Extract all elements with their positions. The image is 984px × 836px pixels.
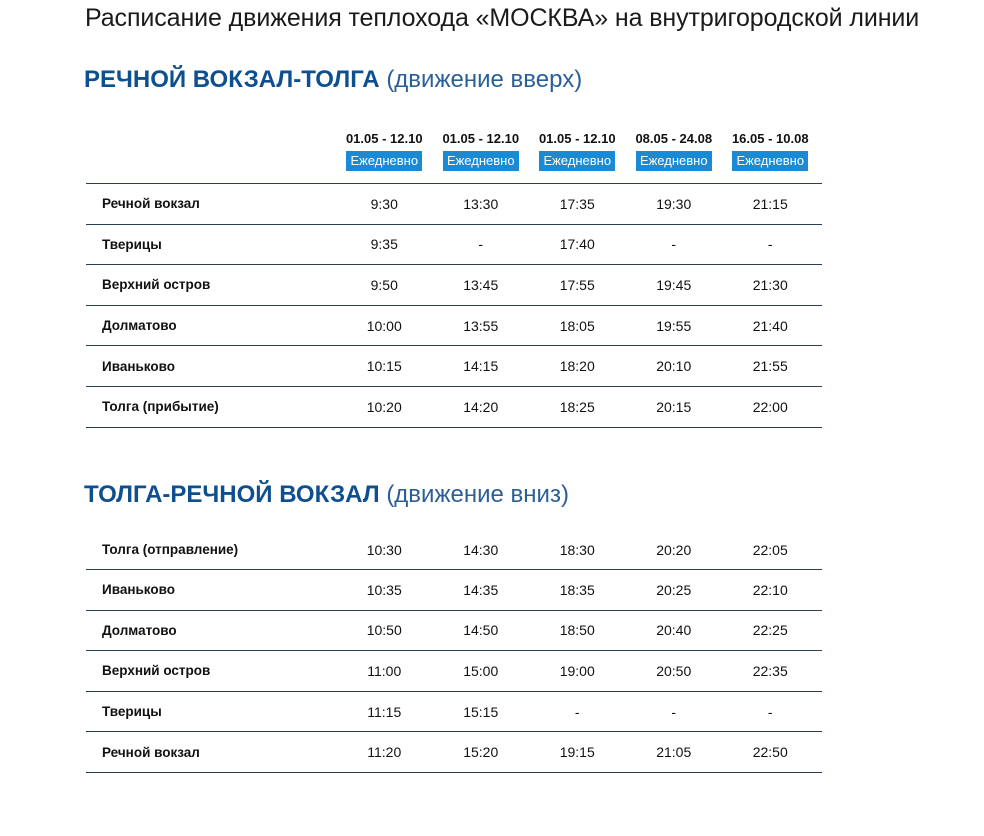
- header-column: [722, 124, 819, 183]
- departure-time: 18:20: [559, 358, 595, 375]
- schedule-table-downstream: [86, 530, 822, 773]
- departure-time: 19:55: [656, 317, 692, 334]
- table-row: [86, 306, 822, 347]
- departure-time: 10:20: [366, 398, 402, 415]
- departure-time: 9:30: [370, 195, 398, 212]
- header-stop-column: [86, 124, 336, 183]
- departure-time: 22:25: [752, 622, 788, 639]
- departure-time: 15:00: [463, 662, 499, 679]
- stop-name: Иваньково: [102, 358, 175, 374]
- departure-time: 20:50: [656, 662, 692, 679]
- departure-time: 11:15: [367, 703, 402, 720]
- daily-badge: Ежедневно: [636, 151, 712, 171]
- column-period: 01.05 - 12.10: [442, 131, 520, 146]
- departure-time: 9:35: [370, 236, 398, 253]
- departure-time: 20:40: [656, 622, 692, 639]
- departure-time: 14:20: [463, 398, 499, 415]
- header-column: [433, 124, 530, 183]
- column-period: 08.05 - 24.08: [635, 131, 713, 146]
- daily-badge: Ежедневно: [346, 151, 422, 171]
- departure-time: 13:55: [463, 317, 499, 334]
- departure-time: 14:50: [463, 622, 499, 639]
- departure-time: 21:40: [752, 317, 788, 334]
- departure-time: 10:35: [366, 581, 402, 598]
- departure-time: -: [574, 703, 580, 720]
- departure-time: 20:20: [656, 541, 692, 558]
- header-column: [336, 124, 433, 183]
- departure-time: 10:50: [366, 622, 402, 639]
- departure-time: 15:15: [463, 703, 499, 720]
- table-body: [86, 184, 822, 428]
- departure-time: 11:20: [367, 744, 402, 761]
- departure-time: 20:10: [656, 358, 692, 375]
- table-row: [86, 387, 822, 428]
- departure-time: 19:00: [559, 662, 595, 679]
- stop-name: Долматово: [102, 622, 177, 638]
- departure-time: 15:20: [463, 744, 499, 761]
- column-period: 01.05 - 12.10: [345, 131, 423, 146]
- table-row: [86, 692, 822, 733]
- departure-time: 21:55: [752, 358, 788, 375]
- stop-name: Толга (прибытие): [102, 399, 219, 415]
- departure-time: 18:30: [559, 541, 595, 558]
- departure-time: -: [767, 236, 773, 253]
- departure-time: 22:50: [752, 744, 788, 761]
- departure-time: 19:45: [656, 276, 692, 293]
- departure-time: 10:15: [366, 358, 402, 375]
- departure-time: 14:35: [463, 581, 499, 598]
- stop-name: Речной вокзал: [102, 196, 200, 212]
- section-subtitle: (движение вверх): [386, 66, 583, 93]
- departure-time: 18:05: [559, 317, 595, 334]
- stop-name: Верхний остров: [102, 277, 211, 293]
- table-row: [86, 530, 822, 570]
- section-title-upstream: [84, 66, 582, 94]
- table-row: [86, 611, 822, 652]
- departure-time: 22:05: [752, 541, 788, 558]
- table-header-row: [86, 124, 822, 184]
- table-row: [86, 732, 822, 773]
- departure-time: -: [767, 703, 773, 720]
- departure-time: 14:30: [463, 541, 499, 558]
- column-period: 16.05 - 10.08: [731, 131, 809, 146]
- departure-time: 22:10: [752, 581, 788, 598]
- stop-name: Верхний остров: [102, 663, 211, 679]
- stop-name: Речной вокзал: [102, 744, 200, 760]
- departure-time: 11:00: [367, 662, 402, 679]
- section-subtitle: (движение вниз): [386, 481, 569, 508]
- departure-time: 17:35: [559, 195, 595, 212]
- departure-time: 13:45: [463, 276, 499, 293]
- stop-name: Долматово: [102, 318, 177, 334]
- section-title-main: РЕЧНОЙ ВОКЗАЛ-ТОЛГА: [84, 66, 380, 93]
- departure-time: 21:05: [656, 744, 692, 761]
- table-row: [86, 651, 822, 692]
- departure-time: 10:00: [366, 317, 402, 334]
- departure-time: 17:55: [559, 276, 595, 293]
- header-column: [626, 124, 723, 183]
- departure-time: 20:25: [656, 581, 692, 598]
- stop-name: Толга (отправление): [102, 542, 239, 557]
- departure-time: 19:30: [656, 195, 692, 212]
- table-body: [86, 530, 822, 773]
- daily-badge: Ежедневно: [539, 151, 615, 171]
- schedule-table-upstream: [86, 124, 822, 428]
- departure-time: -: [671, 236, 677, 253]
- page-title: Расписание движения теплохода «МОСКВА» на внутригородской линии: [85, 4, 920, 32]
- departure-time: 20:15: [656, 398, 692, 415]
- departure-time: -: [671, 703, 677, 720]
- column-period: 01.05 - 12.10: [538, 131, 616, 146]
- departure-time: 19:15: [559, 744, 595, 761]
- table-row: [86, 346, 822, 387]
- stop-name: Тверицы: [102, 236, 162, 252]
- departure-time: 13:30: [463, 195, 499, 212]
- section-title-main: ТОЛГА-РЕЧНОЙ ВОКЗАЛ: [84, 481, 380, 508]
- departure-time: 21:15: [752, 195, 788, 212]
- daily-badge: Ежедневно: [732, 151, 808, 171]
- departure-time: -: [478, 236, 484, 253]
- stop-name: Иваньково: [102, 582, 175, 598]
- table-row: [86, 184, 822, 225]
- departure-time: 17:40: [559, 236, 595, 253]
- departure-time: 9:50: [370, 276, 398, 293]
- section-title-downstream: [84, 481, 569, 509]
- departure-time: 18:25: [559, 398, 595, 415]
- table-row: [86, 570, 822, 611]
- departure-time: 18:50: [559, 622, 595, 639]
- table-row: [86, 265, 822, 306]
- departure-time: 10:30: [366, 541, 402, 558]
- daily-badge: Ежедневно: [443, 151, 519, 171]
- departure-time: 18:35: [559, 581, 595, 598]
- departure-time: 14:15: [463, 358, 499, 375]
- departure-time: 22:35: [752, 662, 788, 679]
- departure-time: 21:30: [752, 276, 788, 293]
- header-column: [529, 124, 626, 183]
- stop-name: Тверицы: [102, 704, 162, 720]
- departure-time: 22:00: [752, 398, 788, 415]
- table-row: [86, 225, 822, 266]
